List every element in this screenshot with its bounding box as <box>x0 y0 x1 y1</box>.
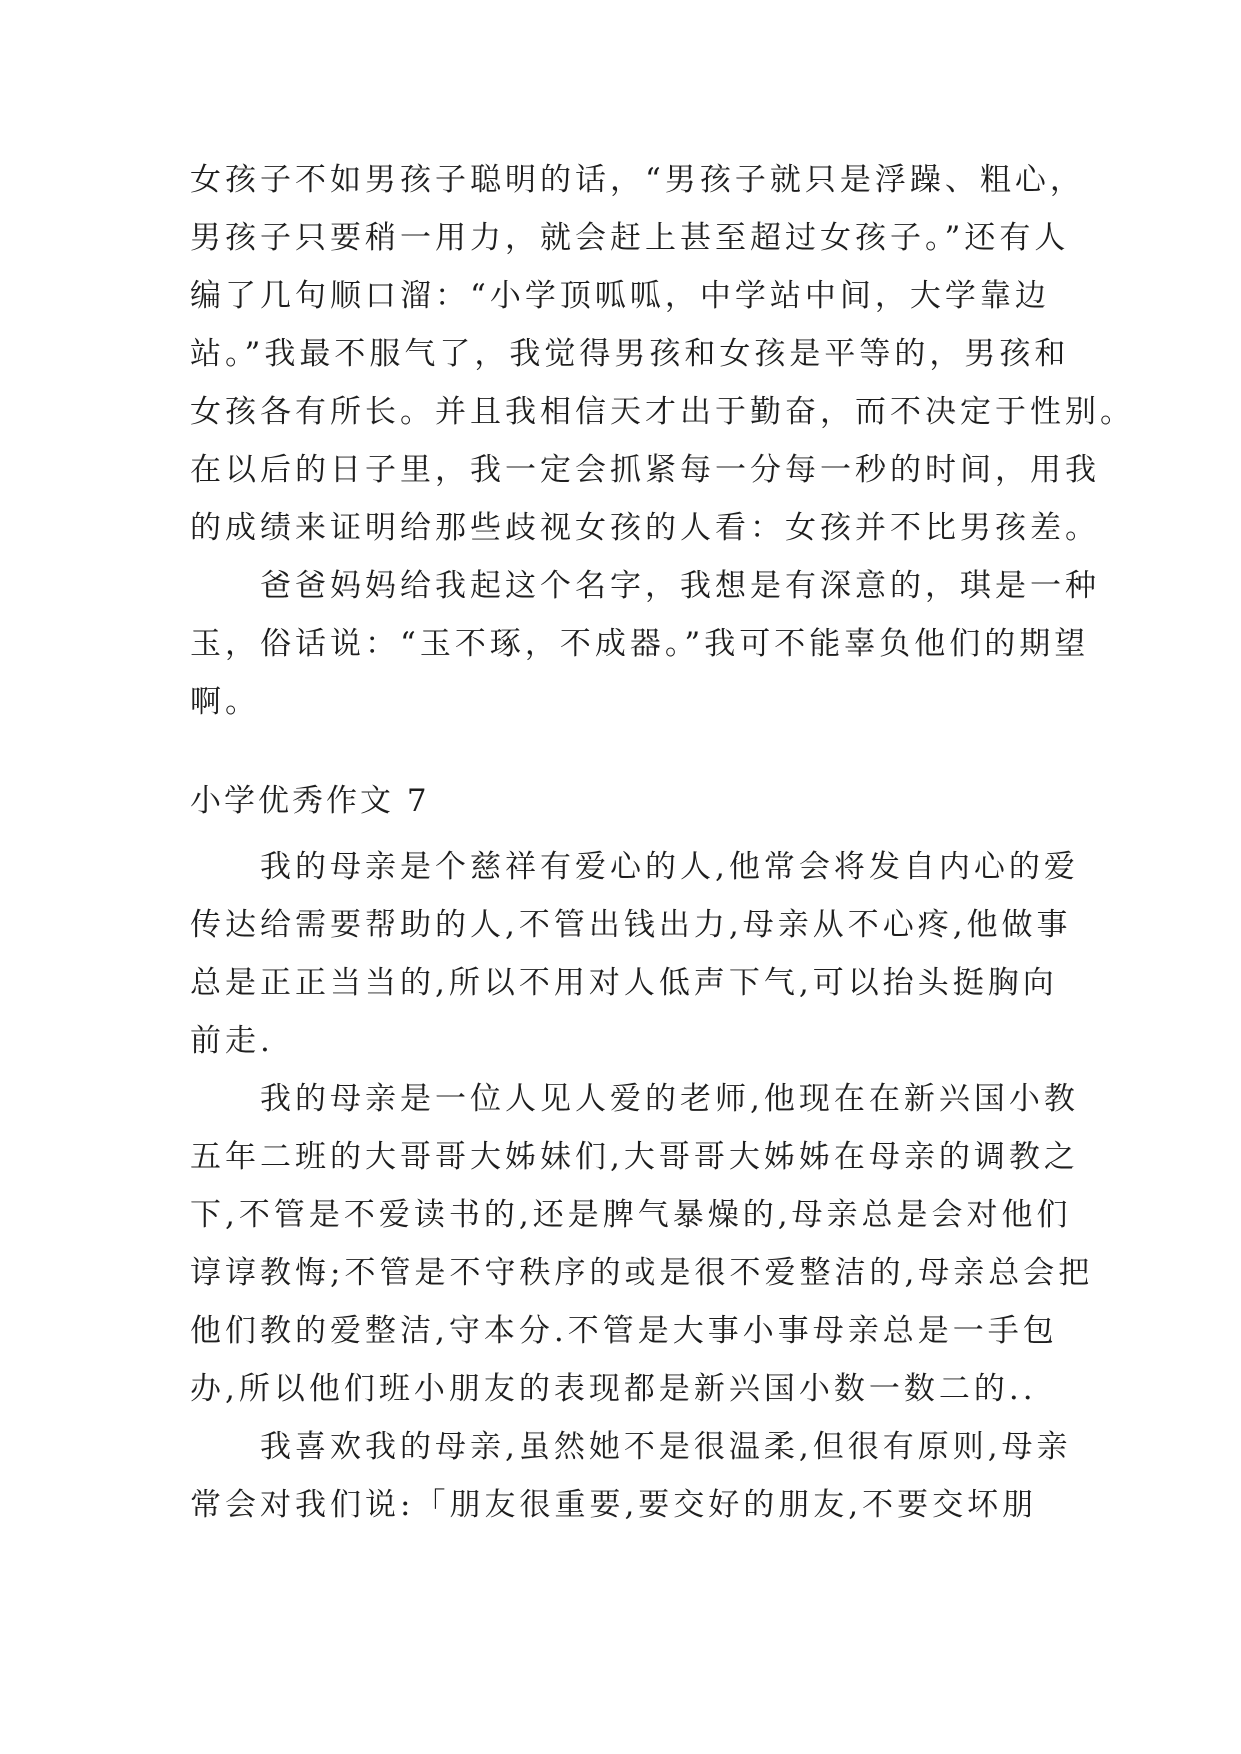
paragraph-line: 女孩各有所长。并且我相信天才出于勤奋，而不决定于性别。 <box>190 394 1135 430</box>
paragraph-line: 总是正正当当的,所以不用对人低声下气,可以抬头挺胸向 <box>190 965 1058 1001</box>
paragraph-line: 的成绩来证明给那些歧视女孩的人看：女孩并不比男孩差。 <box>190 510 1100 546</box>
section-heading: 小学优秀作文 7 <box>190 783 430 819</box>
essay-section-2 <box>190 838 1094 1534</box>
paragraph-line: 我的母亲是一位人见人爱的老师,他现在在新兴国小教 <box>260 1081 1079 1117</box>
paragraph-line: 在以后的日子里，我一定会抓紧每一分每一秒的时间，用我 <box>190 452 1100 488</box>
paragraph-line: 啊。 <box>190 684 260 720</box>
paragraph-line: 他们教的爱整洁,守本分.不管是大事小事母亲总是一手包 <box>190 1313 1058 1349</box>
paragraph-line: 下,不管是不爱读书的,还是脾气暴燥的,母亲总是会对他们 <box>190 1197 1072 1233</box>
essay-section-1 <box>190 151 1135 731</box>
paragraph-line: 爸爸妈妈给我起这个名字，我想是有深意的，琪是一种 <box>260 568 1100 604</box>
paragraph-line: 五年二班的大哥哥大姊妹们,大哥哥大姊姊在母亲的调教之 <box>190 1139 1079 1175</box>
paragraph-line: 传达给需要帮助的人,不管出钱出力,母亲从不心疼,他做事 <box>190 907 1072 943</box>
paragraph-line: 编了几句顺口溜：“小学顶呱呱，中学站中间，大学靠边 <box>190 278 1050 314</box>
paragraph-line: 我的母亲是个慈祥有爱心的人,他常会将发自内心的爱 <box>260 849 1079 885</box>
paragraph-line: 常会对我们说:「朋友很重要,要交好的朋友,不要交坏朋 <box>190 1487 1038 1523</box>
paragraph-line: 玉，俗话说：“玉不琢，不成器。”我可不能辜负他们的期望 <box>190 626 1090 662</box>
paragraph-line: 谆谆教悔;不管是不守秩序的或是很不爱整洁的,母亲总会把 <box>190 1255 1094 1291</box>
paragraph-line: 前走. <box>190 1023 274 1059</box>
paragraph-line: 我喜欢我的母亲,虽然她不是很温柔,但很有原则,母亲 <box>260 1429 1072 1465</box>
paragraph-line: 女孩子不如男孩子聪明的话，“男孩子就只是浮躁、粗心， <box>190 162 1085 198</box>
paragraph-line: 站。”我最不服气了，我觉得男孩和女孩是平等的，男孩和 <box>190 336 1070 372</box>
paragraph-line: 办,所以他们班小朋友的表现都是新兴国小数一数二的.. <box>190 1371 1037 1407</box>
paragraph-line: 男孩子只要稍一用力，就会赶上甚至超过女孩子。”还有人 <box>190 220 1070 256</box>
